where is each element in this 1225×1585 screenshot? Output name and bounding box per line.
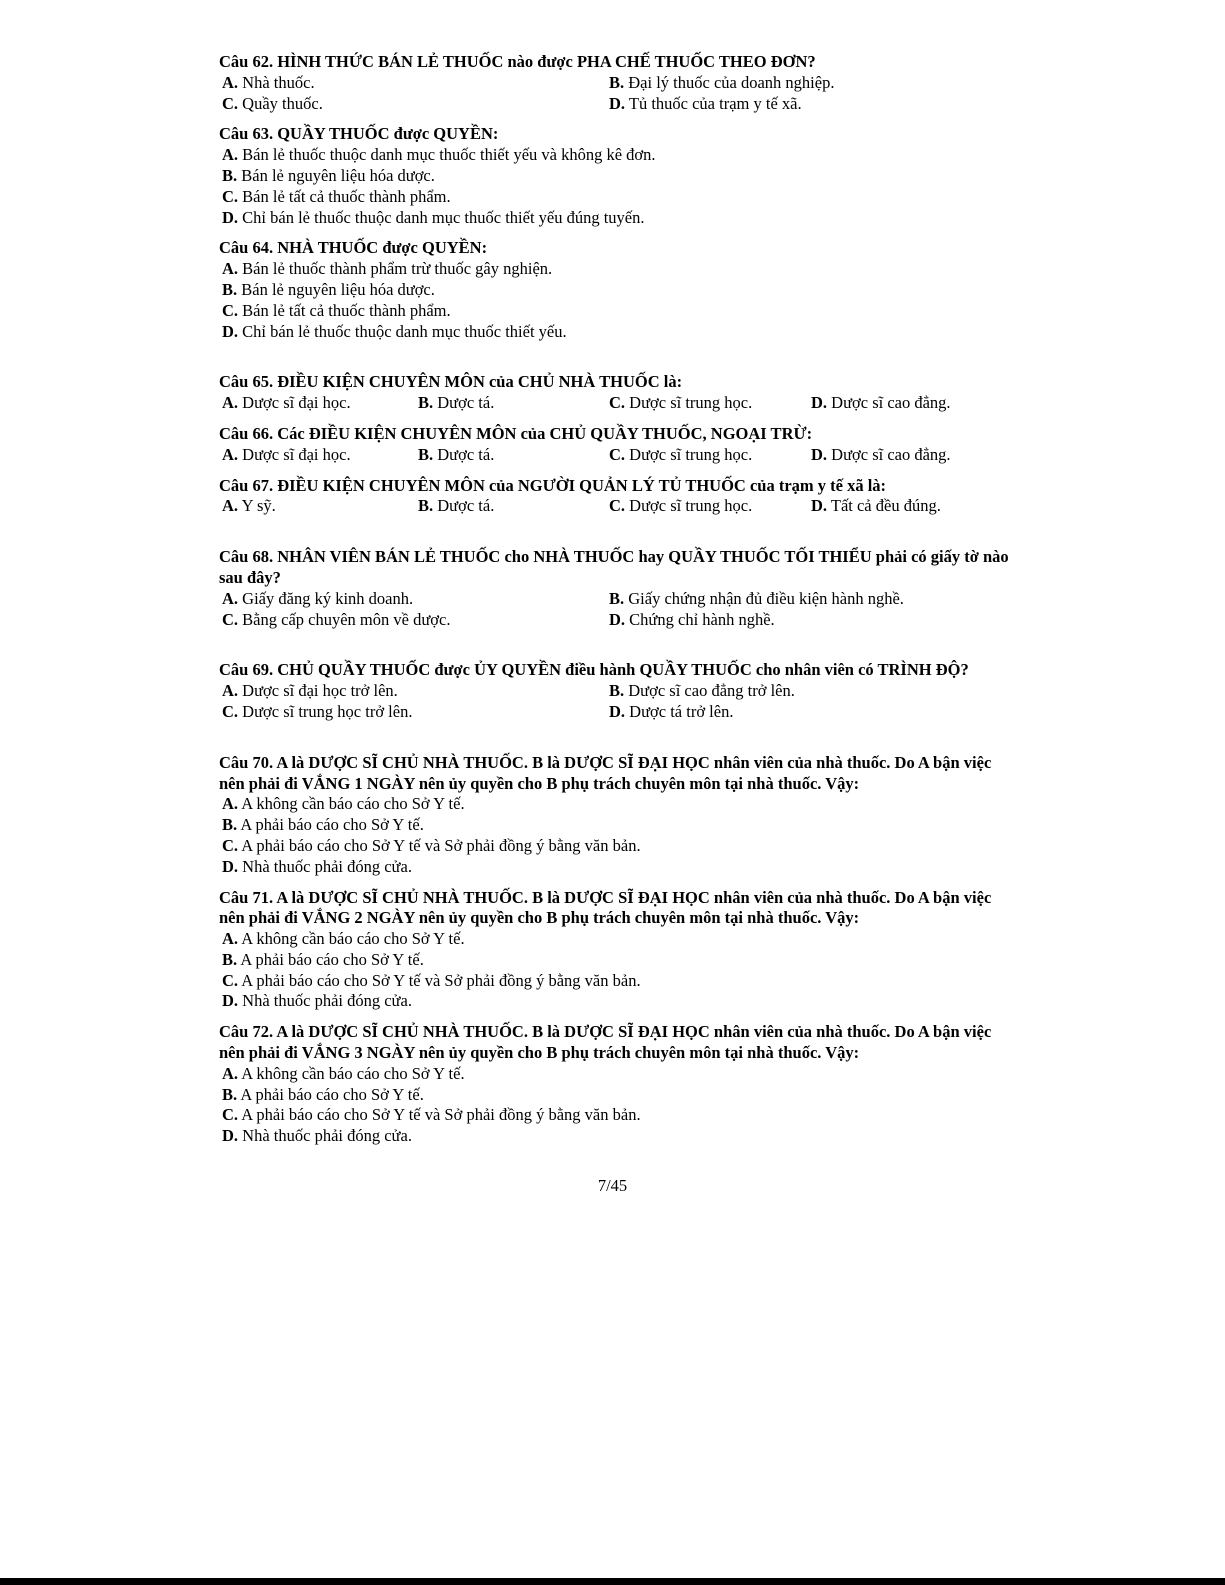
question-label: Câu 69.: [219, 660, 274, 680]
option-d: D. Dược sĩ cao đẳng.: [811, 393, 951, 413]
question-text: ĐIỀU KIỆN CHUYÊN MÔN của CHỦ NHÀ THUỐC là:: [277, 372, 683, 392]
question-text: A là DƯỢC SĨ CHỦ NHÀ THUỐC. B là DƯỢC SĨ ĐẠI HỌC nhân viên của nhà thuốc. Do A bận việc nên phải đi VẮNG 2 NGÀY nên ủy quyền cho B phụ trách chuyên môn tại nhà thuốc. Vậy:: [219, 887, 992, 928]
option-d: D. Nhà thuốc phải đóng cửa.: [222, 991, 412, 1011]
option-d: D. Tất cả đều đúng.: [811, 496, 941, 516]
question-text: NHÀ THUỐC được QUYỀN:: [277, 238, 488, 258]
option-a: A. Y sỹ.: [222, 496, 276, 516]
option-a: A. A không cần báo cáo cho Sở Y tế.: [222, 929, 465, 949]
question-label: Câu 72.: [219, 1022, 274, 1042]
option-b: B. Bán lẻ nguyên liệu hóa dược.: [222, 165, 435, 185]
question-label: Câu 71.: [219, 887, 274, 907]
question-label: Câu 70.: [219, 752, 274, 772]
question-72: [219, 1022, 1009, 1147]
question-69: [219, 660, 1009, 722]
options: [219, 145, 1009, 228]
option-c: C. Dược sĩ trung học.: [609, 496, 753, 516]
question-text: QUẦY THUỐC được QUYỀN:: [277, 124, 499, 144]
question-64: [219, 238, 1009, 342]
option-c: C. A phải báo cáo cho Sở Y tế và Sở phải đồng ý bằng văn bản.: [222, 835, 641, 855]
option-c: C. Dược sĩ trung học.: [609, 444, 753, 464]
question-text: A là DƯỢC SĨ CHỦ NHÀ THUỐC. B là DƯỢC SĨ ĐẠI HỌC nhân viên của nhà thuốc. Do A bận việc nên phải đi VẮNG 3 NGÀY nên ủy quyền cho B phụ trách chuyên môn tại nhà thuốc. Vậy:: [219, 1022, 992, 1063]
option-a: A. A không cần báo cáo cho Sở Y tế.: [222, 1063, 465, 1083]
option-c: C. Dược sĩ trung học trở lên.: [222, 701, 413, 721]
option-b: B. Dược tá.: [418, 496, 495, 516]
page-number: 7/45: [597, 1176, 628, 1195]
option-d: D. Chứng chỉ hành nghề.: [609, 609, 775, 629]
option-a: A. Dược sĩ đại học.: [222, 444, 351, 464]
question-label: Câu 63.: [219, 124, 274, 144]
page-bottom-edge: [0, 1578, 1225, 1585]
question-67: [219, 476, 1009, 518]
question-71: [219, 888, 1009, 1013]
question-text: Các ĐIỀU KIỆN CHUYÊN MÔN của CHỦ QUẦY THUỐC, NGOẠI TRỪ:: [277, 423, 813, 443]
option-a: A. Dược sĩ đại học trở lên.: [222, 681, 398, 701]
question-text: ĐIỀU KIỆN CHUYÊN MÔN của NGƯỜI QUẢN LÝ TỦ THUỐC của trạm y tế xã là:: [277, 475, 887, 495]
question-68: [219, 547, 1009, 630]
option-b: B. A phải báo cáo cho Sở Y tế.: [222, 815, 424, 835]
option-a: A. Nhà thuốc.: [222, 72, 315, 92]
question-list: [219, 52, 1009, 1147]
option-c: C. Bán lẻ tất cả thuốc thành phẩm.: [222, 186, 451, 206]
option-b: B. A phải báo cáo cho Sở Y tế.: [222, 1084, 424, 1104]
option-c: C. Bằng cấp chuyên môn về dược.: [222, 609, 451, 629]
question-62: [219, 52, 1009, 114]
question-text: A là DƯỢC SĨ CHỦ NHÀ THUỐC. B là DƯỢC SĨ ĐẠI HỌC nhân viên của nhà thuốc. Do A bận việc nên phải đi VẮNG 1 NGÀY nên ủy quyền cho B phụ trách chuyên môn tại nhà thuốc. Vậy:: [219, 752, 992, 793]
option-c: C. A phải báo cáo cho Sở Y tế và Sở phải đồng ý bằng văn bản.: [222, 1105, 641, 1125]
options: [219, 929, 1009, 1012]
option-d: D. Nhà thuốc phải đóng cửa.: [222, 1126, 412, 1146]
options: [219, 393, 1009, 414]
option-b: B. Bán lẻ nguyên liệu hóa dược.: [222, 279, 435, 299]
question-text: NHÂN VIÊN BÁN LẺ THUỐC cho NHÀ THUỐC hay QUẦY THUỐC TỐI THIỂU phải có giấy tờ nào sau đây?: [219, 547, 1009, 587]
question-text: CHỦ QUẦY THUỐC được ỦY QUYỀN điều hành QUẦY THUỐC cho nhân viên có TRÌNH ĐỘ?: [277, 660, 969, 680]
question-label: Câu 65.: [219, 372, 274, 392]
option-a: A. Dược sĩ đại học.: [222, 393, 351, 413]
option-a: A. Bán lẻ thuốc thành phẩm trừ thuốc gây nghiện.: [222, 259, 553, 279]
options: [219, 259, 1009, 342]
question-label: Câu 68.: [219, 547, 274, 567]
option-c: C. Dược sĩ trung học.: [609, 393, 753, 413]
option-c: C. A phải báo cáo cho Sở Y tế và Sở phải đồng ý bằng văn bản.: [222, 970, 641, 990]
question-65: [219, 372, 1009, 414]
option-a: A. A không cần báo cáo cho Sở Y tế.: [222, 794, 465, 814]
option-d: D. Dược tá trở lên.: [609, 701, 734, 721]
option-b: B. Dược tá.: [418, 393, 495, 413]
question-label: Câu 64.: [219, 238, 274, 258]
option-b: B. A phải báo cáo cho Sở Y tế.: [222, 949, 424, 969]
question-label: Câu 67.: [219, 475, 274, 495]
question-66: [219, 424, 1009, 466]
options: [219, 445, 1009, 466]
option-c: C. Bán lẻ tất cả thuốc thành phẩm.: [222, 300, 451, 320]
options: [219, 794, 1009, 877]
options: [219, 589, 1009, 631]
question-text: HÌNH THỨC BÁN LẺ THUỐC nào được PHA CHẾ THUỐC THEO ĐƠN?: [277, 52, 816, 71]
option-c: C. Quầy thuốc.: [222, 93, 323, 113]
question-63: [219, 124, 1009, 228]
option-d: D. Chỉ bán lẻ thuốc thuộc danh mục thuốc thiết yếu đúng tuyến.: [222, 207, 645, 227]
option-b: B. Dược sĩ cao đẳng trở lên.: [609, 681, 795, 701]
option-d: D. Chỉ bán lẻ thuốc thuộc danh mục thuốc thiết yếu.: [222, 321, 567, 341]
option-d: D. Nhà thuốc phải đóng cửa.: [222, 856, 412, 876]
question-label: Câu 62.: [219, 52, 274, 71]
question-label: Câu 66.: [219, 423, 274, 443]
options: [219, 1064, 1009, 1147]
option-d: D. Tủ thuốc của trạm y tế xã.: [609, 93, 802, 113]
question-70: [219, 753, 1009, 878]
option-a: A. Bán lẻ thuốc thuộc danh mục thuốc thiết yếu và không kê đơn.: [222, 145, 656, 165]
options: [219, 73, 1009, 115]
option-a: A. Giấy đăng ký kinh doanh.: [222, 588, 414, 608]
option-b: B. Dược tá.: [418, 444, 495, 464]
options: [219, 496, 1009, 517]
option-b: B. Giấy chứng nhận đủ điều kiện hành nghề.: [609, 588, 904, 608]
options: [219, 681, 1009, 723]
option-d: D. Dược sĩ cao đẳng.: [811, 444, 951, 464]
option-b: B. Đại lý thuốc của doanh nghiệp.: [609, 72, 835, 92]
